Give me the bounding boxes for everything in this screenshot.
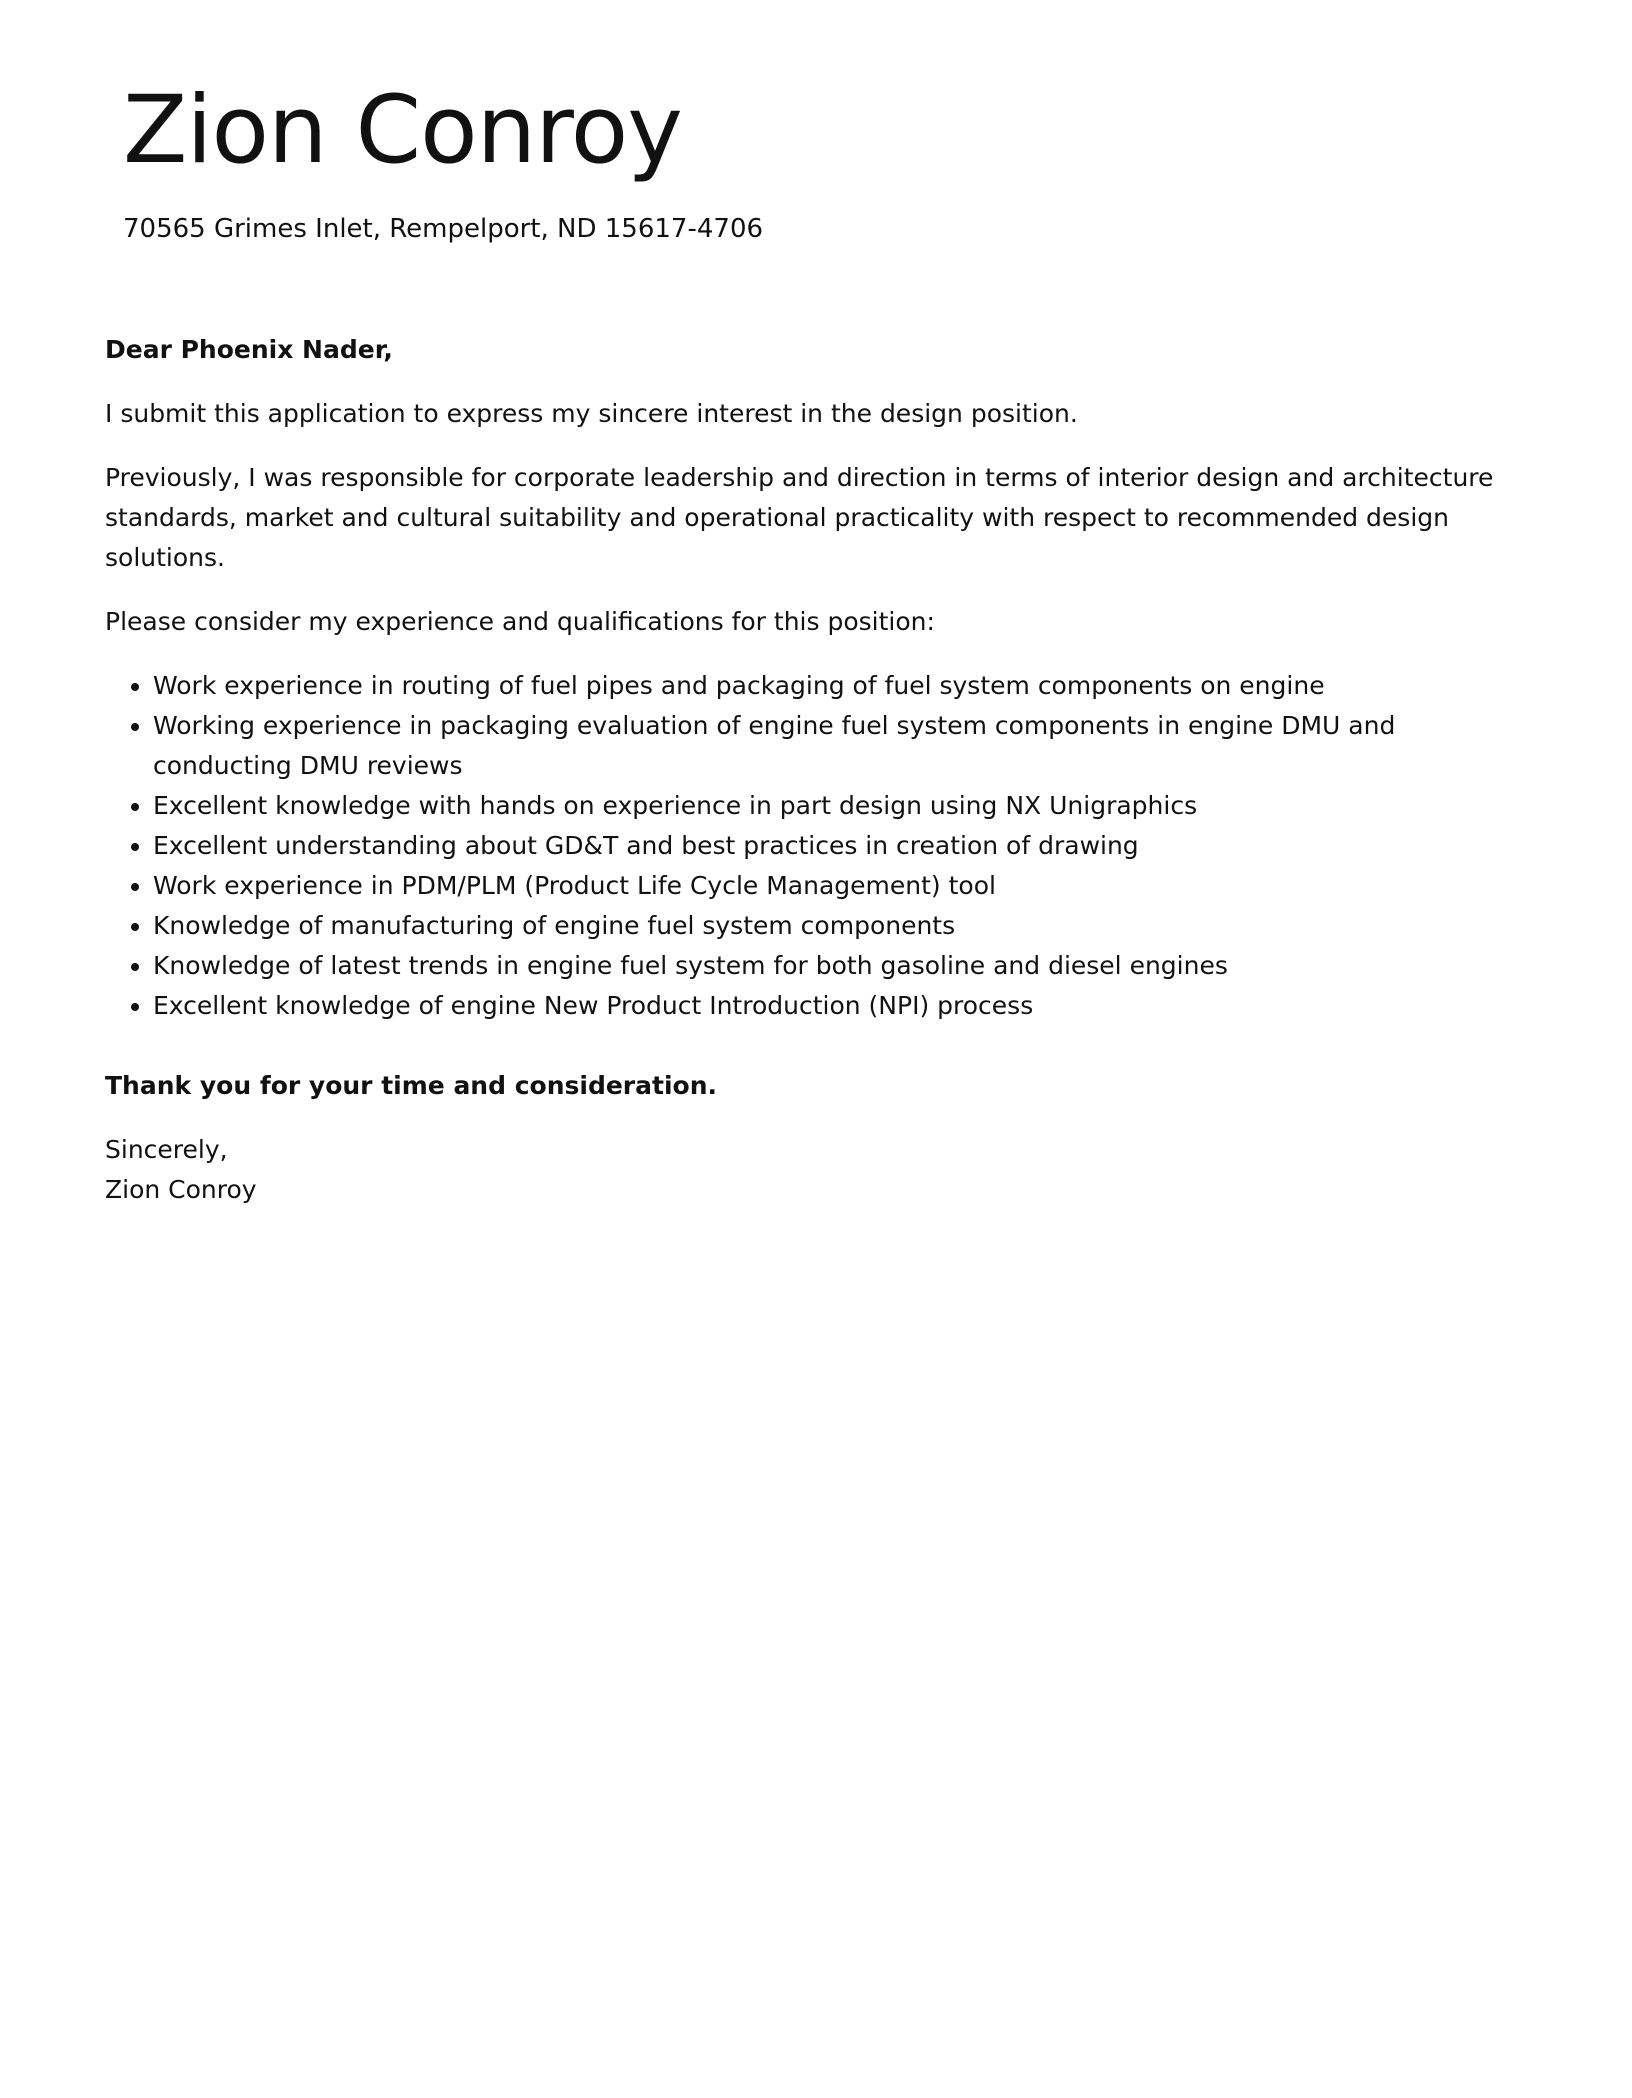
signature-name: Zion Conroy xyxy=(105,1175,257,1204)
intro-paragraph: I submit this application to express my sincere interest in the design position. xyxy=(105,399,1078,428)
qualification-item: • Work experience in routing of fuel pipes and packaging of fuel system components on engine xyxy=(153,666,1525,706)
greeting: Dear Phoenix Nader, xyxy=(105,335,393,364)
background-paragraph: Previously, I was responsible for corporate leadership and direction in terms of interior design and architecture standards, market and cultural suitability and operational practicality with respect to recommended design solutions. xyxy=(105,463,1494,572)
closing-thanks: Thank you for your time and consideration. xyxy=(105,1071,717,1100)
qualification-item: • Excellent understanding about GD&T and best practices in creation of drawing xyxy=(153,826,1525,866)
letter-header xyxy=(123,72,1423,246)
signature-block xyxy=(105,1130,1525,1210)
sender-address: 70565 Grimes Inlet, Rempelport, ND 15617-4706 xyxy=(123,214,764,244)
signoff: Sincerely, xyxy=(105,1135,228,1164)
qualification-item: • Excellent knowledge of engine New Product Introduction (NPI) process xyxy=(153,986,1525,1026)
letter-body xyxy=(105,330,1525,1210)
qualification-item: • Knowledge of manufacturing of engine fuel system components xyxy=(153,906,1525,946)
qualification-item: • Excellent knowledge with hands on experience in part design using NX Unigraphics xyxy=(153,786,1525,826)
qualifications-list xyxy=(105,666,1525,1026)
qualification-item: • Working experience in packaging evaluation of engine fuel system components in engine DMU and conducting DMU reviews xyxy=(153,706,1525,786)
qualifications-intro: Please consider my experience and qualifications for this position: xyxy=(105,607,935,636)
qualification-item: • Work experience in PDM/PLM (Product Life Cycle Management) tool xyxy=(153,866,1525,906)
sender-name: Zion Conroy xyxy=(123,76,682,185)
qualification-item: • Knowledge of latest trends in engine fuel system for both gasoline and diesel engines xyxy=(153,946,1525,986)
